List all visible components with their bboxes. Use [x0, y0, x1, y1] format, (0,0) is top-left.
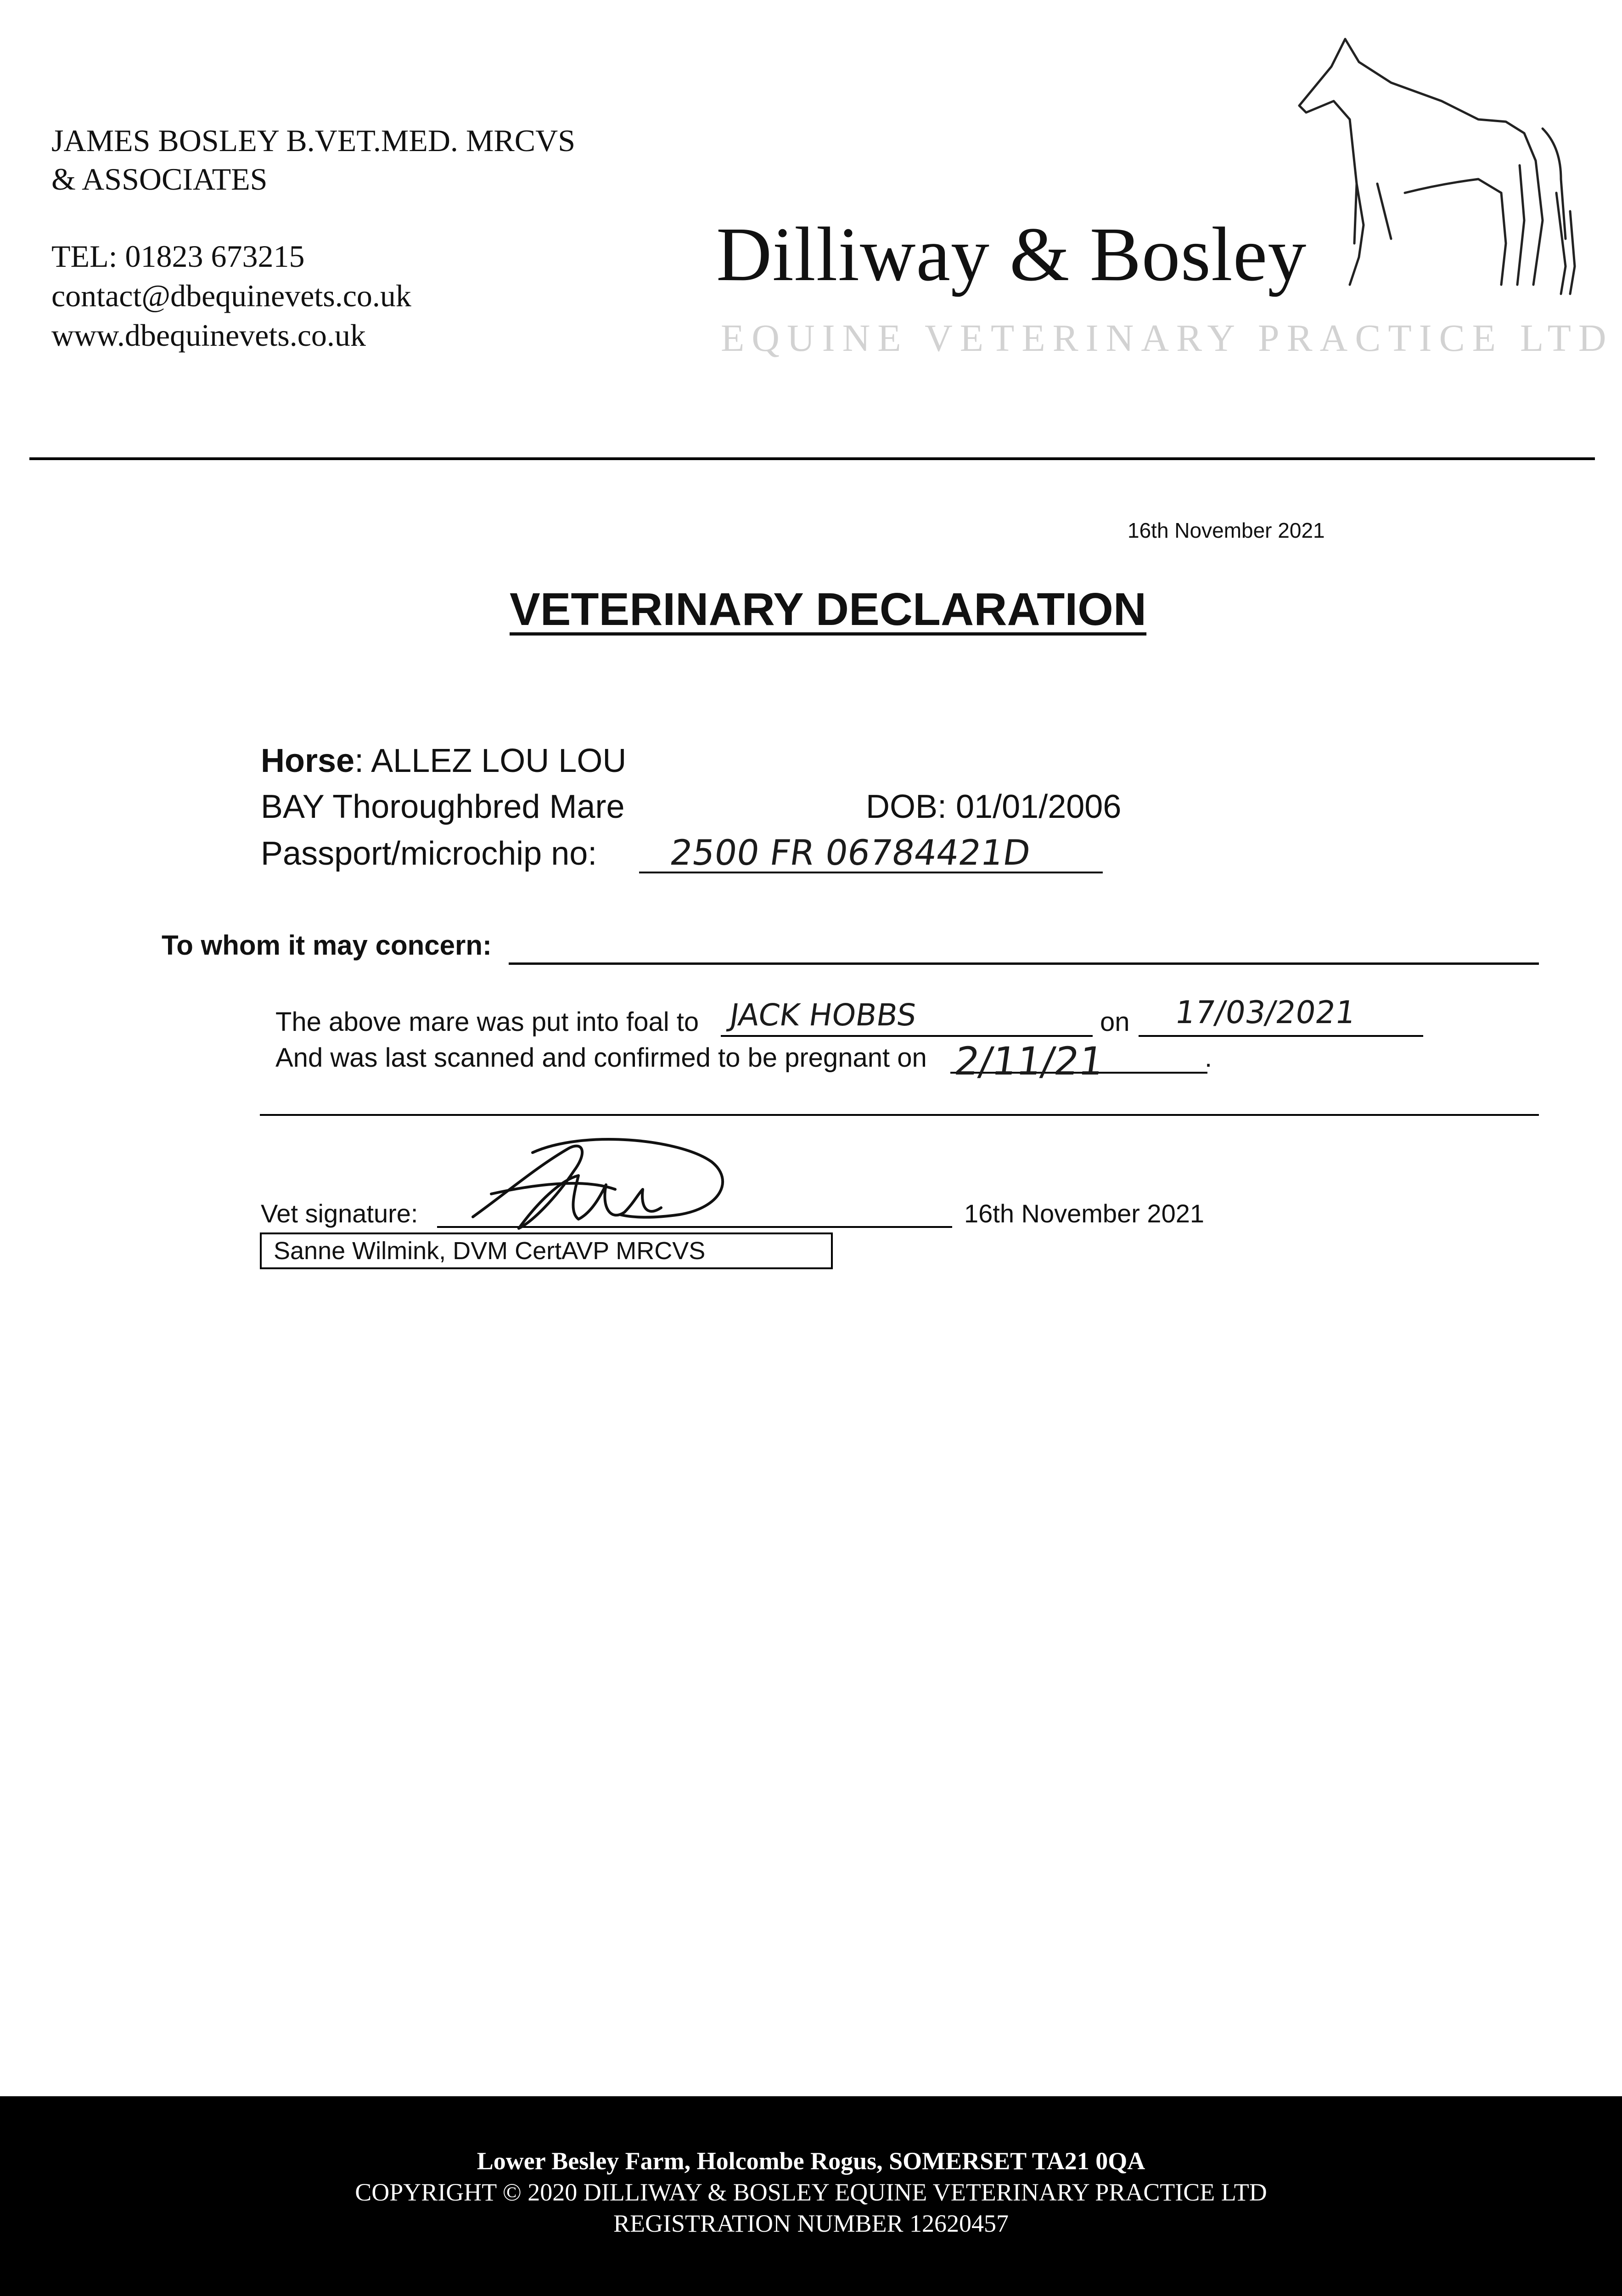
horse-name: : ALLEZ LOU LOU — [354, 743, 627, 779]
telephone: TEL: 01823 673215 — [51, 239, 305, 274]
footer-address: Lower Besley Farm, Holcombe Rogus, SOMERSET TA21 0QA — [477, 2147, 1145, 2175]
concern-underline — [509, 962, 1539, 965]
passport-value: 2500 FR 06784421D — [667, 832, 1033, 873]
vet-name: JAMES BOSLEY B.VET.MED. MRCVS — [51, 123, 576, 158]
associates: & ASSOCIATES — [51, 162, 268, 197]
website: www.dbequinevets.co.uk — [51, 318, 366, 353]
to-whom-heading: To whom it may concern: — [162, 930, 492, 961]
stallion-name: JACK HOBBS — [727, 997, 919, 1033]
footer-registration: REGISTRATION NUMBER 12620457 — [613, 2210, 1009, 2237]
horse-logo-icon — [1285, 28, 1588, 303]
declaration-divider — [260, 1114, 1539, 1116]
scan-line-prefix: And was last scanned and confirmed to be pregnant on — [275, 1043, 927, 1073]
email: contact@dbequinevets.co.uk — [51, 278, 411, 313]
document-title: VETERINARY DECLARATION — [510, 584, 1147, 635]
vet-credentials-box: Sanne Wilmink, DVM CertAVP MRCVS — [260, 1232, 833, 1269]
header-divider — [29, 457, 1595, 460]
foal-date: 17/03/2021 — [1173, 995, 1358, 1031]
signature-label: Vet signature: — [261, 1199, 418, 1228]
scan-line-end: . — [1205, 1043, 1212, 1073]
footer-copyright: COPYRIGHT © 2020 DILLIWAY & BOSLEY EQUINE VETERINARY PRACTICE LTD — [355, 2178, 1267, 2206]
stallion-underline — [721, 1035, 1093, 1037]
signature-date: 16th November 2021 — [964, 1199, 1205, 1228]
brand-name: Dilliway & Bosley — [716, 212, 1307, 297]
passport-label: Passport/microchip no: — [261, 835, 597, 872]
brand-subtitle: EQUINE VETERINARY PRACTICE LTD — [721, 317, 1614, 360]
vet-signature-icon — [464, 1134, 739, 1240]
horse-label: Horse — [261, 743, 355, 779]
horse-dob: DOB: 01/01/2006 — [866, 788, 1122, 825]
foal-line-prefix: The above mare was put into foal to — [275, 1007, 699, 1037]
foal-date-underline — [1139, 1035, 1423, 1037]
document-date: 16th November 2021 — [1128, 518, 1325, 542]
horse-line — [261, 742, 626, 780]
scan-date: 2/11/21 — [952, 1039, 1107, 1084]
horse-description: BAY Thoroughbred Mare — [261, 788, 625, 825]
foal-line-on: on — [1100, 1007, 1130, 1037]
footer-bar — [0, 2096, 1622, 2296]
